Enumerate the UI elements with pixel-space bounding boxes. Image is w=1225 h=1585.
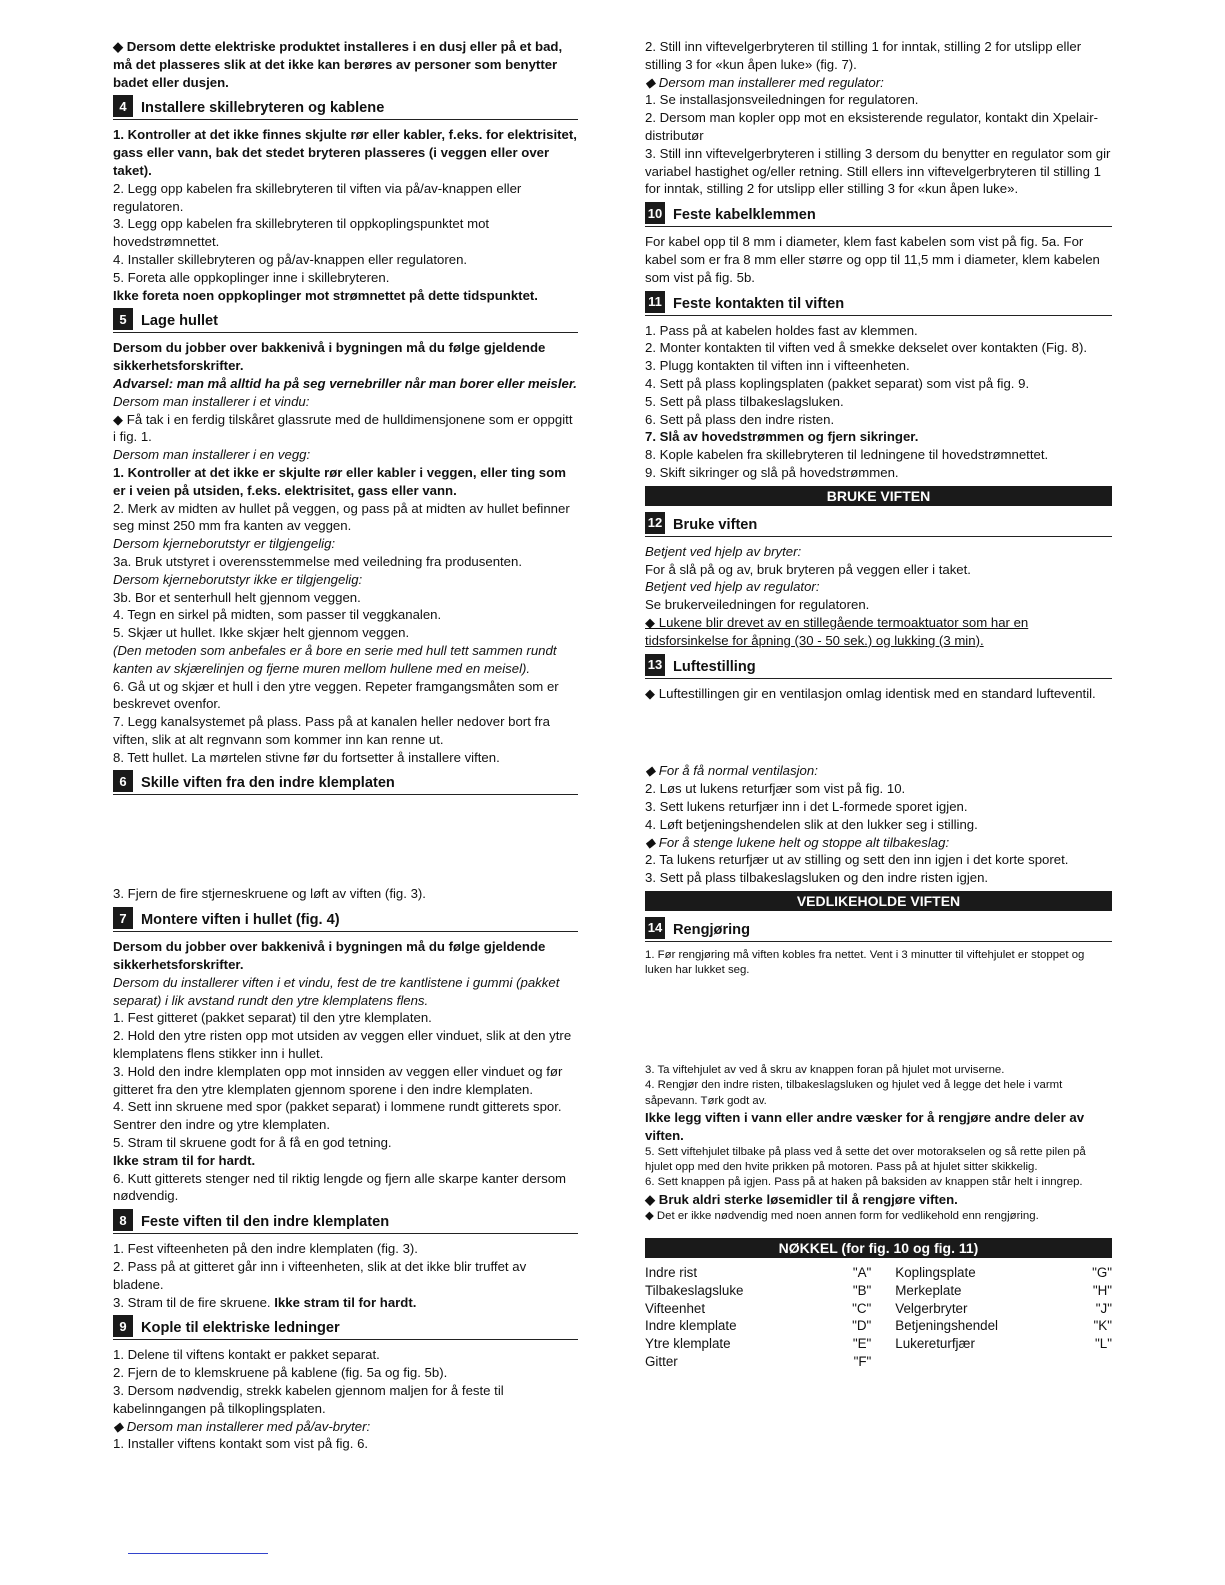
step-text: 3. Stram til de fire skruene. — [113, 1294, 275, 1310]
key-part: Koplingsplate — [895, 1264, 976, 1280]
step: 2. Ta lukens returfjær ut av stilling og sett den inn igjen i det korte sporet. — [645, 852, 1069, 868]
note: ◆ Det er ikke nødvendig med noen annen form for vedlikehold enn rengjøring. — [645, 1209, 1039, 1222]
step: 2. Legg opp kabelen fra skillebryteren til viften via på/av-knappen eller regulatoren. — [113, 180, 522, 214]
subheading: Dersom kjerneborutstyr ikke er tilgjengelig: — [113, 571, 363, 587]
left-column — [113, 38, 578, 1453]
section-9-header — [113, 1315, 578, 1340]
section-title: Lage hullet — [141, 313, 219, 330]
step: 4. Rengjør den indre risten, tilbakeslagsluken og hjulet ved å legge det hele i varmt såpevann. Tørk godt av. — [645, 1079, 1063, 1107]
section-title: Bruke viften — [673, 516, 758, 533]
key-code: "G" — [1092, 1264, 1112, 1280]
step: 6. Sett på plass den indre risten. — [645, 411, 835, 427]
warning: Ikke stram til for hardt. — [113, 1152, 256, 1168]
subheading: Dersom man installerer i en vegg: — [113, 447, 311, 463]
subheading: Dersom kjerneborutstyr er tilgjengelig: — [113, 536, 336, 552]
section-number: 8 — [113, 1209, 133, 1231]
key-code: "K" — [1093, 1318, 1112, 1334]
section-number: 9 — [113, 1315, 133, 1337]
section-title: Feste kabelklemmen — [673, 207, 816, 224]
paragraph: For å slå på og av, bruk bryteren på veggen eller i taket. — [645, 561, 971, 577]
step: 4. Tegn en sirkel på midten, som passer til veggkanalen. — [113, 607, 442, 623]
step: 3. Plugg kontakten til viften inn i vifteenheten. — [645, 358, 910, 374]
safety-note: Dersom du jobber over bakkenivå i bygningen må du følge gjeldende sikkerhetsforskrifter. — [113, 340, 546, 374]
section-title: Rengjøring — [673, 921, 751, 938]
section-number: 14 — [645, 917, 665, 939]
note: ◆ Lukene blir drevet av en stillegående termoaktuator som har en tidsforsinkelse for åpning (30 - 50 sek.) og lukking (3 min). — [645, 614, 1029, 648]
key-code: "D" — [852, 1318, 872, 1334]
key-part: Merkeplate — [895, 1282, 962, 1298]
step: 1. Delene til viftens kontakt er pakket separat. — [113, 1347, 380, 1363]
step: 2. Dersom man kopler opp mot en eksisterende regulator, kontakt din Xpelair-distributør — [645, 110, 1099, 143]
section-title: Feste kontakten til viften — [673, 295, 845, 312]
key-part: Vifteenhet — [645, 1300, 706, 1316]
subheading: ◆ For å stenge lukene helt og stoppe alt tilbakeslag: — [645, 834, 950, 850]
note: (Den metoden som anbefales er å bore en serie med hull tett sammen rundt kanten av skjærelinjen og fjerne muren mellom hullene med en meisel). — [113, 642, 557, 676]
intro-warning: ◆ Dersom dette elektriske produktet installeres i en dusj eller på et bad, må det plasseres slik at det ikke kan berøres av personer som benytter badet eller dusjen. — [113, 39, 563, 90]
blank-space — [645, 979, 1112, 1063]
step: 3. Legg opp kabelen fra skillebryteren til oppkoplingspunktet mot hovedstrømnettet. — [113, 216, 490, 250]
warning: Ikke foreta noen oppkoplinger mot strømnettet på dette tidspunktet. — [113, 287, 538, 303]
section-7-header — [113, 907, 578, 932]
section-title: Installere skillebryteren og kablene — [141, 100, 385, 117]
step: 6. Kutt gitterets stenger ned til riktig lengde og fjern alle skarpe kanter dersom nødvendig. — [113, 1170, 567, 1204]
paragraph: ◆ Luftestillingen gir en ventilasjon omlag identisk med en standard lufteventil. — [645, 685, 1096, 701]
step: 7. Slå av hovedstrømmen og fjern sikringer. — [645, 429, 919, 445]
step: 4. Sett inn skruene med spor (pakket separat) i lommene rundt gitterets spor. Sentrer den indre og ytre klemplaten. — [113, 1099, 562, 1133]
key-part — [895, 1353, 1077, 1371]
section-5-header — [113, 308, 578, 333]
step: 8. Kople kabelen fra skillebryteren til ledningene til hovedstrømnettet. — [645, 447, 1049, 463]
section-11-header — [645, 291, 1112, 316]
section-title: Luftestilling — [673, 658, 756, 675]
key-table — [645, 1264, 1112, 1371]
key-part: Lukereturfjær — [895, 1336, 975, 1352]
subheading: ◆ Dersom man installerer med regulator: — [645, 74, 884, 90]
step: 2. Merk av midten av hullet på veggen, og pass på at midten av hullet befinner seg minst 250 mm fra kanten av veggen. — [113, 500, 570, 534]
key-row — [645, 1282, 1112, 1300]
key-code: "F" — [853, 1353, 872, 1369]
section-title: Feste viften til den indre klemplaten — [141, 1214, 390, 1231]
section-6-header — [113, 770, 578, 795]
right-column — [645, 38, 1112, 1371]
key-part: Ytre klemplate — [645, 1336, 731, 1352]
step: 3. Dersom nødvendig, strekk kabelen gjennom maljen for å feste til kabelinngangen på tilkoplingsplaten. — [113, 1383, 504, 1416]
section-number: 4 — [113, 95, 133, 117]
key-part: Gitter — [645, 1353, 678, 1369]
blank-space — [645, 702, 1112, 762]
step: 5. Stram til skruene godt for å få en god tetning. — [113, 1135, 392, 1151]
key-part: Tilbakeslagsluke — [645, 1282, 744, 1298]
key-code: "H" — [1092, 1282, 1112, 1298]
section-14-header — [645, 917, 1112, 942]
chapter-banner: BRUKE VIFTEN — [645, 486, 1112, 506]
key-code: "L" — [1095, 1336, 1112, 1352]
subheading: ◆ For å få normal ventilasjon: — [645, 763, 818, 779]
step: 5. Sett viftehjulet tilbake på plass ved å sette det over motorakselen og så rette pilen på hjulet opp med den hvite prikken på motoren. Pass på at hjulet sitter skikkelig. — [645, 1145, 1086, 1173]
section-number: 11 — [645, 291, 665, 313]
key-row — [645, 1335, 1112, 1353]
step: 4. Installer skillebryteren og på/av-knappen eller regulatoren. — [113, 251, 468, 267]
key-row — [645, 1317, 1112, 1335]
step: ◆ Få tak i en ferdig tilskåret glassrute med de hulldimensjonene som er oppgitt i fig. 1. — [113, 411, 573, 445]
section-4-header — [113, 95, 578, 120]
section-number: 7 — [113, 907, 133, 929]
safety-note: Dersom du jobber over bakkenivå i bygningen må du følge gjeldende sikkerhetsforskrifter. — [113, 939, 546, 973]
step: 2. Pass på at gitteret går inn i vifteenheten, slik at det ikke blir truffet av bladene. — [113, 1259, 527, 1292]
step: 3. Sett på plass tilbakeslagsluken og den indre risten igjen. — [645, 870, 989, 886]
step: 5. Sett på plass tilbakeslagsluken. — [645, 393, 844, 409]
step: 3b. Bor et senterhull helt gjennom veggen. — [113, 589, 361, 605]
step — [113, 1294, 578, 1312]
paragraph: Se brukerveiledningen for regulatoren. — [645, 597, 870, 613]
step: 8. Tett hullet. La mørtelen stivne før du fortsetter å installere viften. — [113, 749, 500, 765]
key-code — [1077, 1353, 1112, 1371]
key-code: "C" — [852, 1300, 872, 1316]
key-part: Betjeningshendel — [895, 1318, 999, 1334]
section-number: 10 — [645, 202, 665, 224]
key-part: Indre rist — [645, 1264, 698, 1280]
step: 5. Foreta alle oppkoplinger inne i skillebryteren. — [113, 269, 390, 285]
step: 5. Skjær ut hullet. Ikke skjær helt gjennom veggen. — [113, 625, 410, 641]
section-number: 5 — [113, 308, 133, 330]
step: 1. Før rengjøring må viften kobles fra nettet. Vent i 3 minutter til viftehjulet er stoppet og luken har lukket seg. — [645, 948, 1085, 977]
blank-space — [113, 801, 578, 885]
step: 3a. Bruk utstyret i overensstemmelse med veiledning fra produsenten. — [113, 553, 523, 569]
key-row — [645, 1264, 1112, 1282]
key-banner: NØKKEL (for fig. 10 og fig. 11) — [645, 1238, 1112, 1258]
key-code: "E" — [852, 1336, 872, 1352]
section-10-header — [645, 202, 1112, 227]
step: 4. Løft betjeningshendelen slik at den lukker seg i stilling. — [645, 816, 978, 832]
warning: Ikke legg viften i vann eller andre væsker for å rengjøre andre deler av viften. — [645, 1109, 1085, 1143]
step: 1. Se installasjonsveiledningen for regulatoren. — [645, 92, 919, 108]
key-code: "J" — [1095, 1300, 1112, 1316]
step: 7. Legg kanalsystemet på plass. Pass på at kanalen heller nedover bort fra viften, slik at alt regnvann som kommer inn kan renne ut. — [113, 714, 550, 747]
key-part: Velgerbryter — [895, 1300, 968, 1316]
section-number: 6 — [113, 770, 133, 792]
step: 2. Monter kontakten til viften ved å smekke dekselet over kontakten (Fig. 8). — [645, 340, 1087, 356]
step: 2. Hold den ytre risten opp mot utsiden av veggen eller vinduet, slik at den ytre klemplatens flens stikker inn i hullet. — [113, 1028, 572, 1062]
key-code: "B" — [852, 1282, 872, 1298]
step: 1. Installer viftens kontakt som vist på fig. 6. — [113, 1436, 369, 1452]
key-part: Indre klemplate — [645, 1318, 737, 1334]
step: 1. Fest vifteenheten på den indre klemplaten (fig. 3). — [113, 1241, 418, 1257]
step: 1. Kontroller at det ikke er skjulte rør eller kabler i veggen, eller ting som er i veien på utsiden, f.eks. elektrisitet, gass eller vann. — [113, 464, 566, 498]
step: 3. Hold den indre klemplaten opp mot innsiden av veggen eller vinduet og før gitteret fra den ytre klemplaten gjennom sporene i den indre klemplaten. — [113, 1063, 563, 1097]
note: Dersom du installerer viften i et vindu, fest de tre kantlistene i gummi (pakket separat) i lik avstand rundt den ytre klemplatens flens. — [113, 974, 560, 1008]
key-row — [645, 1300, 1112, 1318]
key-row — [645, 1353, 1112, 1371]
subheading: Betjent ved hjelp av regulator: — [645, 579, 820, 595]
section-title: Skille viften fra den indre klemplaten — [141, 775, 395, 792]
step: 4. Sett på plass koplingsplaten (pakket separat) som vist på fig. 9. — [645, 375, 1030, 391]
step: 3. Sett lukens returfjær inn i det L-formede sporet igjen. — [645, 798, 968, 814]
step: 3. Fjern de fire stjerneskruene og løft av viften (fig. 3). — [113, 886, 426, 902]
section-8-header — [113, 1209, 578, 1234]
subheading: Betjent ved hjelp av bryter: — [645, 543, 802, 559]
step: 2. Fjern de to klemskruene på kablene (fig. 5a og fig. 5b). — [113, 1365, 448, 1381]
footer-rule — [128, 1553, 268, 1554]
warning: Advarsel: man må alltid ha på seg vernebriller når man borer eller meisler. — [113, 375, 577, 391]
chapter-banner: VEDLIKEHOLDE VIFTEN — [645, 891, 1112, 911]
step: 6. Gå ut og skjær et hull i den ytre veggen. Repeter framgangsmåten som er beskrevet ovenfor. — [113, 678, 559, 712]
step: 1. Kontroller at det ikke finnes skjulte rør eller kabler, f.eks. for elektrisitet, gass eller vann, bak det stedet bryteren plasseres (i veggen eller over taket). — [113, 127, 577, 178]
step: 1. Fest gitteret (pakket separat) til den ytre klemplaten. — [113, 1010, 432, 1026]
step: 9. Skift sikringer og slå på hovedstrømmen. — [645, 464, 899, 480]
step: 3. Still inn viftevelgerbryteren i stilling 3 dersom du benytter en regulator som gir variabel hastighet og/eller retning. Still ellers inn viftevelgerbryteren til stilling 1 for inntak, stilling 2 for utslipp eller stilling 3 for «kun åpen luke». — [645, 145, 1111, 197]
section-number: 12 — [645, 512, 665, 534]
warning: ◆ Bruk aldri sterke løsemidler til å rengjøre viften. — [645, 1191, 958, 1207]
paragraph: For kabel opp til 8 mm i diameter, klem fast kabelen som vist på fig. 5a. For kabel som er fra 8 mm eller større og opp til 11,5 mm i diameter, klem kabelen som vist på fig. 5b. — [645, 234, 1100, 285]
key-code: "A" — [852, 1264, 872, 1280]
step: 3. Ta viftehjulet av ved å skru av knappen foran på hjulet mot urviserne. — [645, 1063, 1005, 1076]
section-number: 13 — [645, 654, 665, 676]
section-12-header — [645, 512, 1112, 537]
subheading: ◆ Dersom man installerer med på/av-bryter: — [113, 1418, 371, 1434]
section-13-header — [645, 654, 1112, 679]
step: 1. Pass på at kabelen holdes fast av klemmen. — [645, 322, 918, 338]
warning: Ikke stram til for hardt. — [274, 1294, 417, 1310]
step: 2. Still inn viftevelgerbryteren til stilling 1 for inntak, stilling 2 for utslipp eller stilling 3 for «kun åpen luke» (fig. 7). — [645, 39, 1082, 72]
step: 6. Sett knappen på igjen. Pass på at haken på baksiden av knappen står helt i inngrep. — [645, 1176, 1083, 1189]
section-title: Kople til elektriske ledninger — [141, 1320, 340, 1337]
step: 2. Løs ut lukens returfjær som vist på fig. 10. — [645, 781, 906, 797]
subheading: Dersom man installerer i et vindu: — [113, 393, 310, 409]
section-title: Montere viften i hullet (fig. 4) — [141, 912, 340, 929]
